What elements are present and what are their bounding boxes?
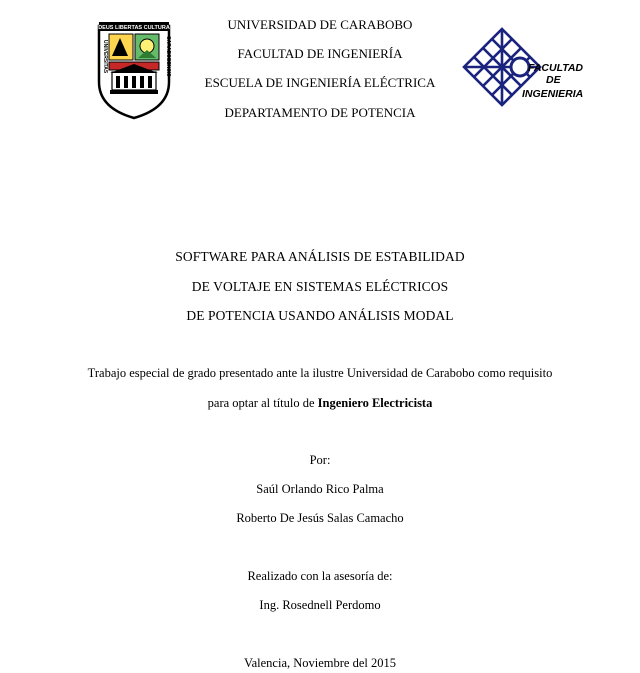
thesis-title-line-2: DE VOLTAJE EN SISTEMAS ELÉCTRICOS (191, 279, 449, 294)
seal-left-text: UNIVERSITAS (102, 40, 108, 74)
school-name: ESCUELA DE INGENIERÍA ELÉCTRICA (204, 75, 436, 90)
degree-prefix: para optar al título de (207, 396, 318, 410)
author-name-1: Saúl Orlando Rico Palma (256, 482, 384, 496)
faculty-logo-line3: INGENIERIA (522, 88, 584, 100)
department-name: DEPARTAMENTO DE POTENCIA (224, 105, 416, 120)
faculty-name: FACULTAD DE INGENIERÍA (237, 46, 403, 61)
faculty-logo-line2: DE (546, 74, 561, 86)
advisor-label: Realizado con la asesoría de: (247, 569, 393, 583)
seal-motto-text: DEUS LIBERTAS CULTURA (98, 25, 170, 31)
presentation-statement-line-2 (0, 395, 640, 411)
faculty-logo-line1: FACULTAD (528, 62, 584, 74)
by-label: Por: (309, 453, 331, 467)
thesis-title-line-3: DE POTENCIA USANDO ANÁLISIS MODAL (186, 308, 454, 323)
presentation-statement-line-1: Trabajo especial de grado presentado ante la ilustre Universidad de Carabobo como requisito (87, 366, 553, 380)
faculty-logo (462, 27, 592, 107)
place-and-date: Valencia, Noviembre del 2015 (243, 656, 397, 670)
thesis-title-line-1: SOFTWARE PARA ANÁLISIS DE ESTABILIDAD (175, 249, 465, 264)
advisor-name: Ing. Rosednell Perdomo (259, 598, 381, 612)
university-name: UNIVERSIDAD DE CARABOBO (227, 17, 413, 32)
degree-name: Ingeniero Electricista (317, 396, 433, 410)
author-name-2: Roberto De Jesús Salas Camacho (236, 511, 404, 525)
seal-right-text: CARABOBENSIS (165, 36, 171, 77)
